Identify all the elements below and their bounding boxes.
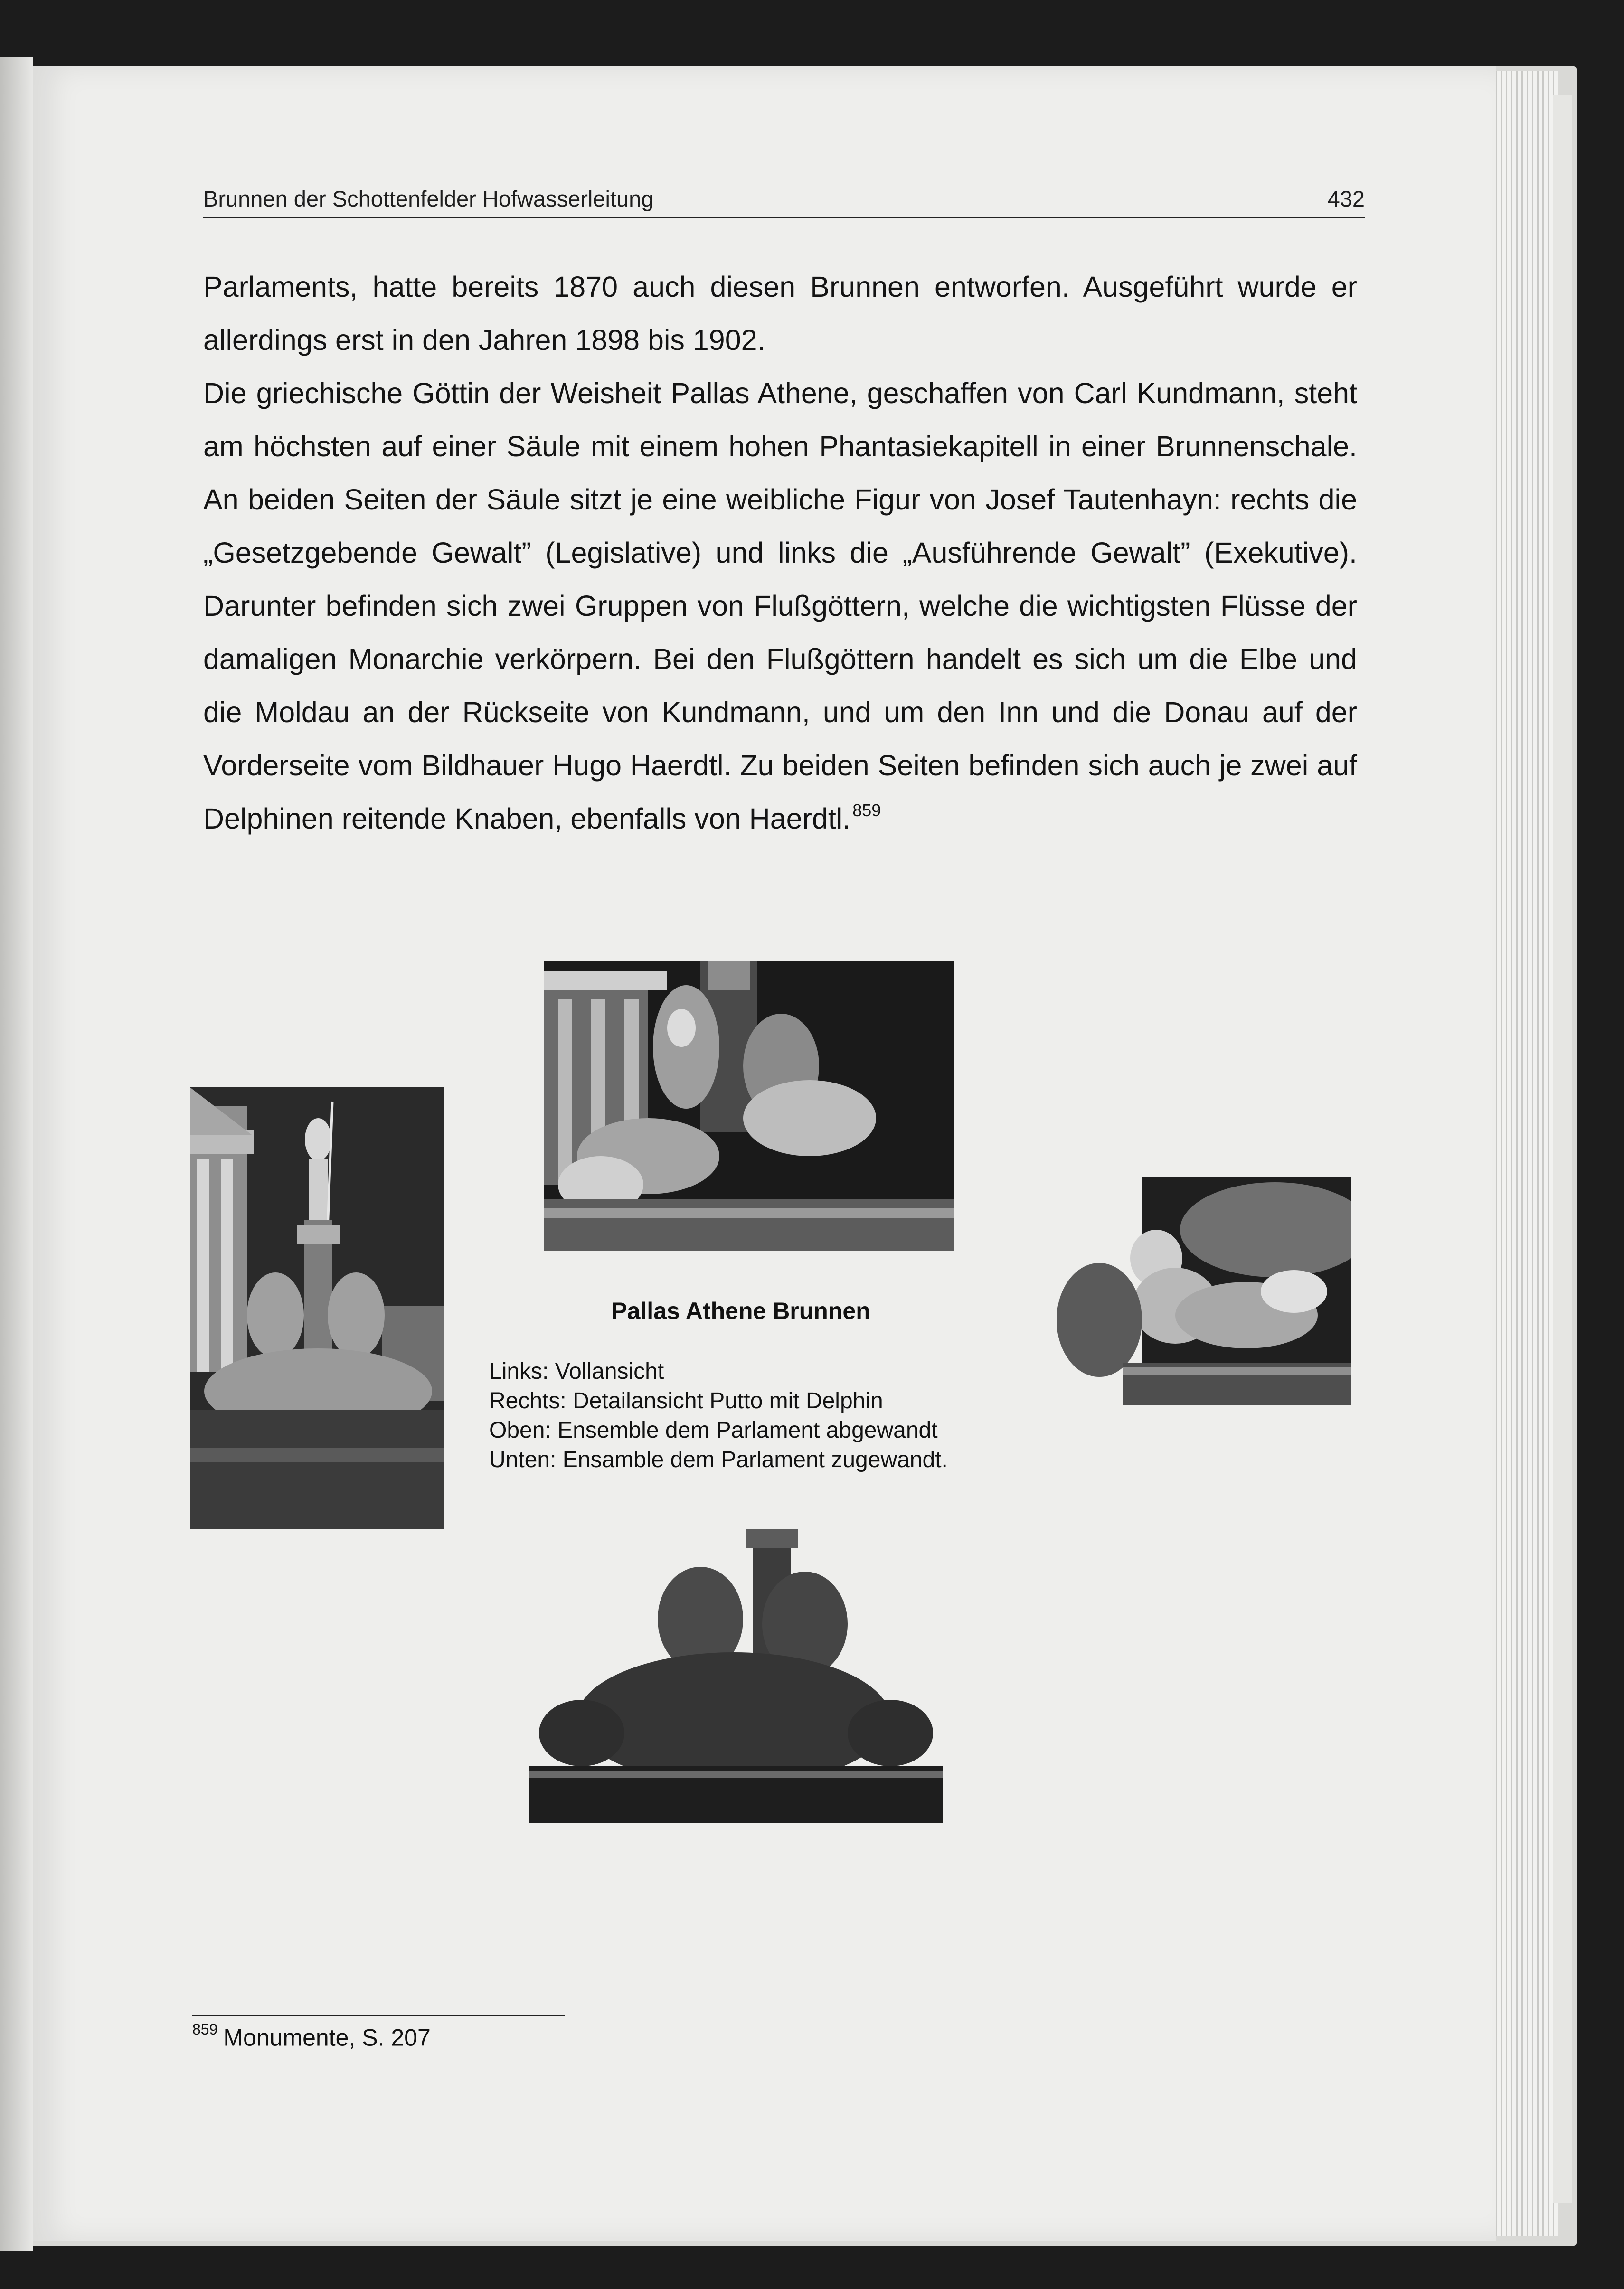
- footnote-number: 859: [192, 2021, 218, 2038]
- footnote: [192, 2021, 431, 2052]
- running-header: [203, 174, 1365, 218]
- caption-line-right: Rechts: Detailansicht Putto mit Delphin: [489, 1388, 883, 1413]
- paragraph-2: [203, 367, 1357, 849]
- figure-caption-title: Pallas Athene Brunnen: [611, 1298, 870, 1324]
- page-edges: [1486, 71, 1558, 2236]
- paragraph-1: Parlaments, hatte bereits 1870 auch diesen Brunnen entworfen. Ausgeführt wurde er allerdings erst in den Jahren 1898 bis 1902.: [203, 271, 1357, 356]
- page-number: 432: [1327, 186, 1365, 211]
- footnote-text: Monumente, S. 207: [223, 2024, 431, 2051]
- figure-caption: [489, 1357, 948, 1475]
- footnote-reference: 859: [852, 801, 881, 820]
- paragraph-2-text: Die griechische Göttin der Weisheit Pallas Athene, geschaffen von Carl Kundmann, steht am höchsten auf einer Säule mit einem hohen Phantasiekapitell in einer Brunnenschale. An beiden Seiten der Säule sitzt je eine weibliche Figur von Josef Tautenhayn: rechts die „Gesetzgebende Gewalt” (Legislative) und links die „Ausführende Gewalt” (Exekutive). Darunter befinden sich zwei Gruppen von Flußgöttern, welche die wichtigsten Flüsse der damaligen Monarchie verkörpern. Bei den Flußgöttern handelt es sich um die Elbe und die Moldau an der Rückseite von Kundmann, und um den Inn und die Donau auf der Vorderseite vom Bildhauer Hugo Haerdtl. Zu beiden Seiten befinden sich auch je zwei auf Delphinen reitende Knaben, ebenfalls von Haerdtl.: [203, 377, 1357, 835]
- page-edges-outer: [1553, 95, 1572, 2203]
- facing-page-edge: [0, 57, 33, 2251]
- photo-putto-dolphin: [1047, 1177, 1351, 1405]
- caption-line-left: Links: Vollansicht: [489, 1359, 664, 1384]
- caption-line-top: Oben: Ensemble dem Parlament abgewandt: [489, 1418, 938, 1443]
- caption-line-bottom: Unten: Ensamble dem Parlament zugewandt.: [489, 1447, 948, 1472]
- header-title: Brunnen der Schottenfelder Hofwasserleitung: [203, 186, 654, 211]
- body-text: [203, 260, 1357, 849]
- footnote-divider: [192, 2015, 565, 2016]
- photo-ensemble-bottom: [520, 1529, 952, 1823]
- photo-ensemble-top: [544, 961, 954, 1251]
- photo-full-view: [190, 1087, 444, 1529]
